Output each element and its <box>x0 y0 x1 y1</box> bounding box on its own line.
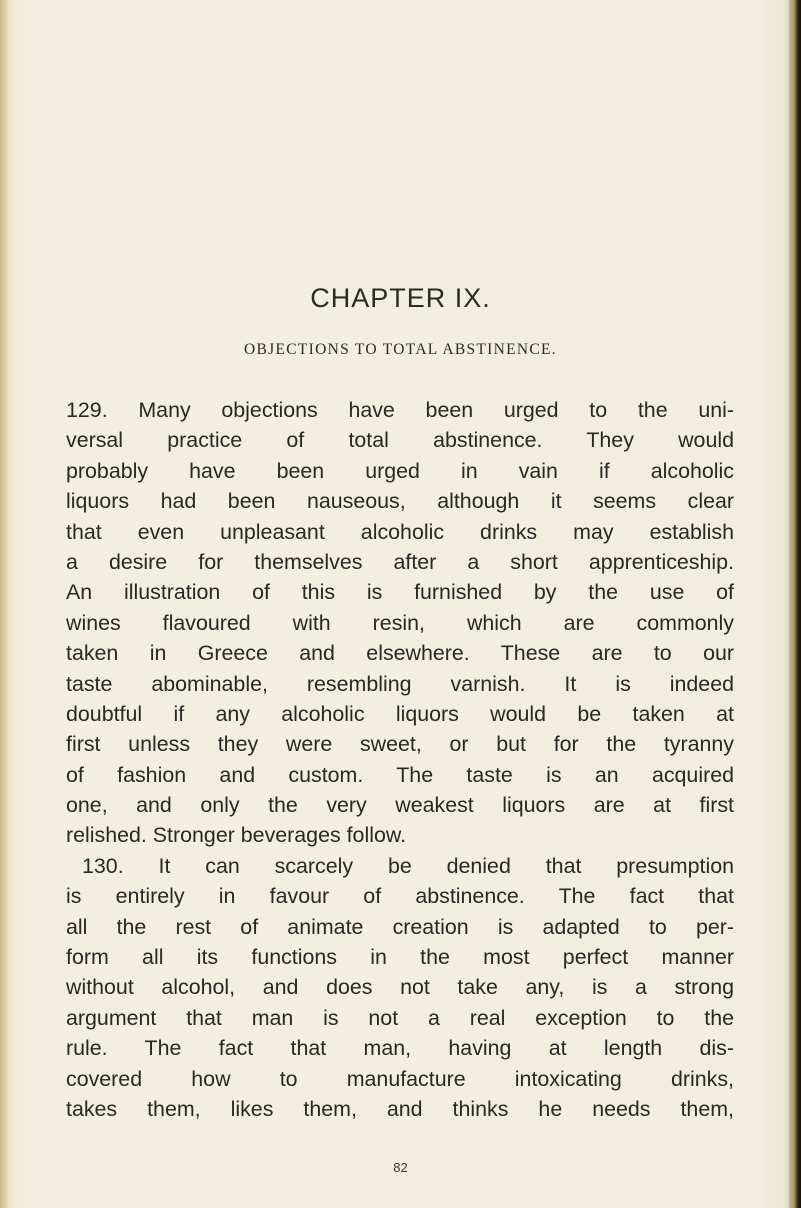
text-line: liquors had been nauseous, although it seems clear <box>66 489 734 514</box>
text-line: of fashion and custom. The taste is an acquired <box>66 762 734 787</box>
chapter-heading: CHAPTER IX. <box>310 283 491 313</box>
text-line: argument that man is not a real exception to the <box>66 1005 734 1030</box>
text-line: wines flavoured with resin, which are commonly <box>66 610 734 635</box>
text-line: doubtful if any alcoholic liquors would be taken at <box>66 701 734 726</box>
text-line: is entirely in favour of abstinence. The fact that <box>66 884 734 909</box>
paragraph-129 <box>66 395 734 851</box>
text-line: that even unpleasant alcoholic drinks may establish <box>66 519 734 544</box>
text-line: form all its functions in the most perfect manner <box>66 945 734 970</box>
paragraph-130 <box>66 851 734 1125</box>
text-line: first unless they were sweet, or but for the tyranny <box>66 732 734 757</box>
text-line: one, and only the very weakest liquors are at first <box>66 793 734 818</box>
text-line: covered how to manufacture intoxicating drinks, <box>66 1066 734 1091</box>
text-line: takes them, likes them, and thinks he needs them, <box>66 1096 734 1121</box>
text-line: a desire for themselves after a short apprenticeship. <box>66 549 734 574</box>
section-heading: OBJECTIONS TO TOTAL ABSTINENCE. <box>244 341 557 358</box>
text-line: without alcohol, and does not take any, is a strong <box>66 975 734 1000</box>
page-number: 82 <box>393 1160 408 1175</box>
text-line: taste abominable, resembling varnish. It is indeed <box>66 671 734 696</box>
body-text <box>66 395 734 1124</box>
text-line: 129. Many objections have been urged to the uni- <box>66 398 734 422</box>
text-line: 130. It can scarcely be denied that presumption <box>82 853 734 878</box>
text-line: taken in Greece and elsewhere. These are to our <box>66 641 734 666</box>
text-line: versal practice of total abstinence. They would <box>66 428 734 453</box>
page-edge-right <box>789 0 801 1208</box>
text-line: all the rest of animate creation is adapted to per- <box>66 914 734 939</box>
text-line: relished. Stronger beverages follow. <box>66 823 407 848</box>
text-line: probably have been urged in vain if alcoholic <box>66 458 734 483</box>
text-line: rule. The fact that man, having at length dis- <box>66 1036 734 1061</box>
page-gutter-left <box>0 0 8 1208</box>
text-line: An illustration of this is furnished by the use of <box>66 580 734 605</box>
